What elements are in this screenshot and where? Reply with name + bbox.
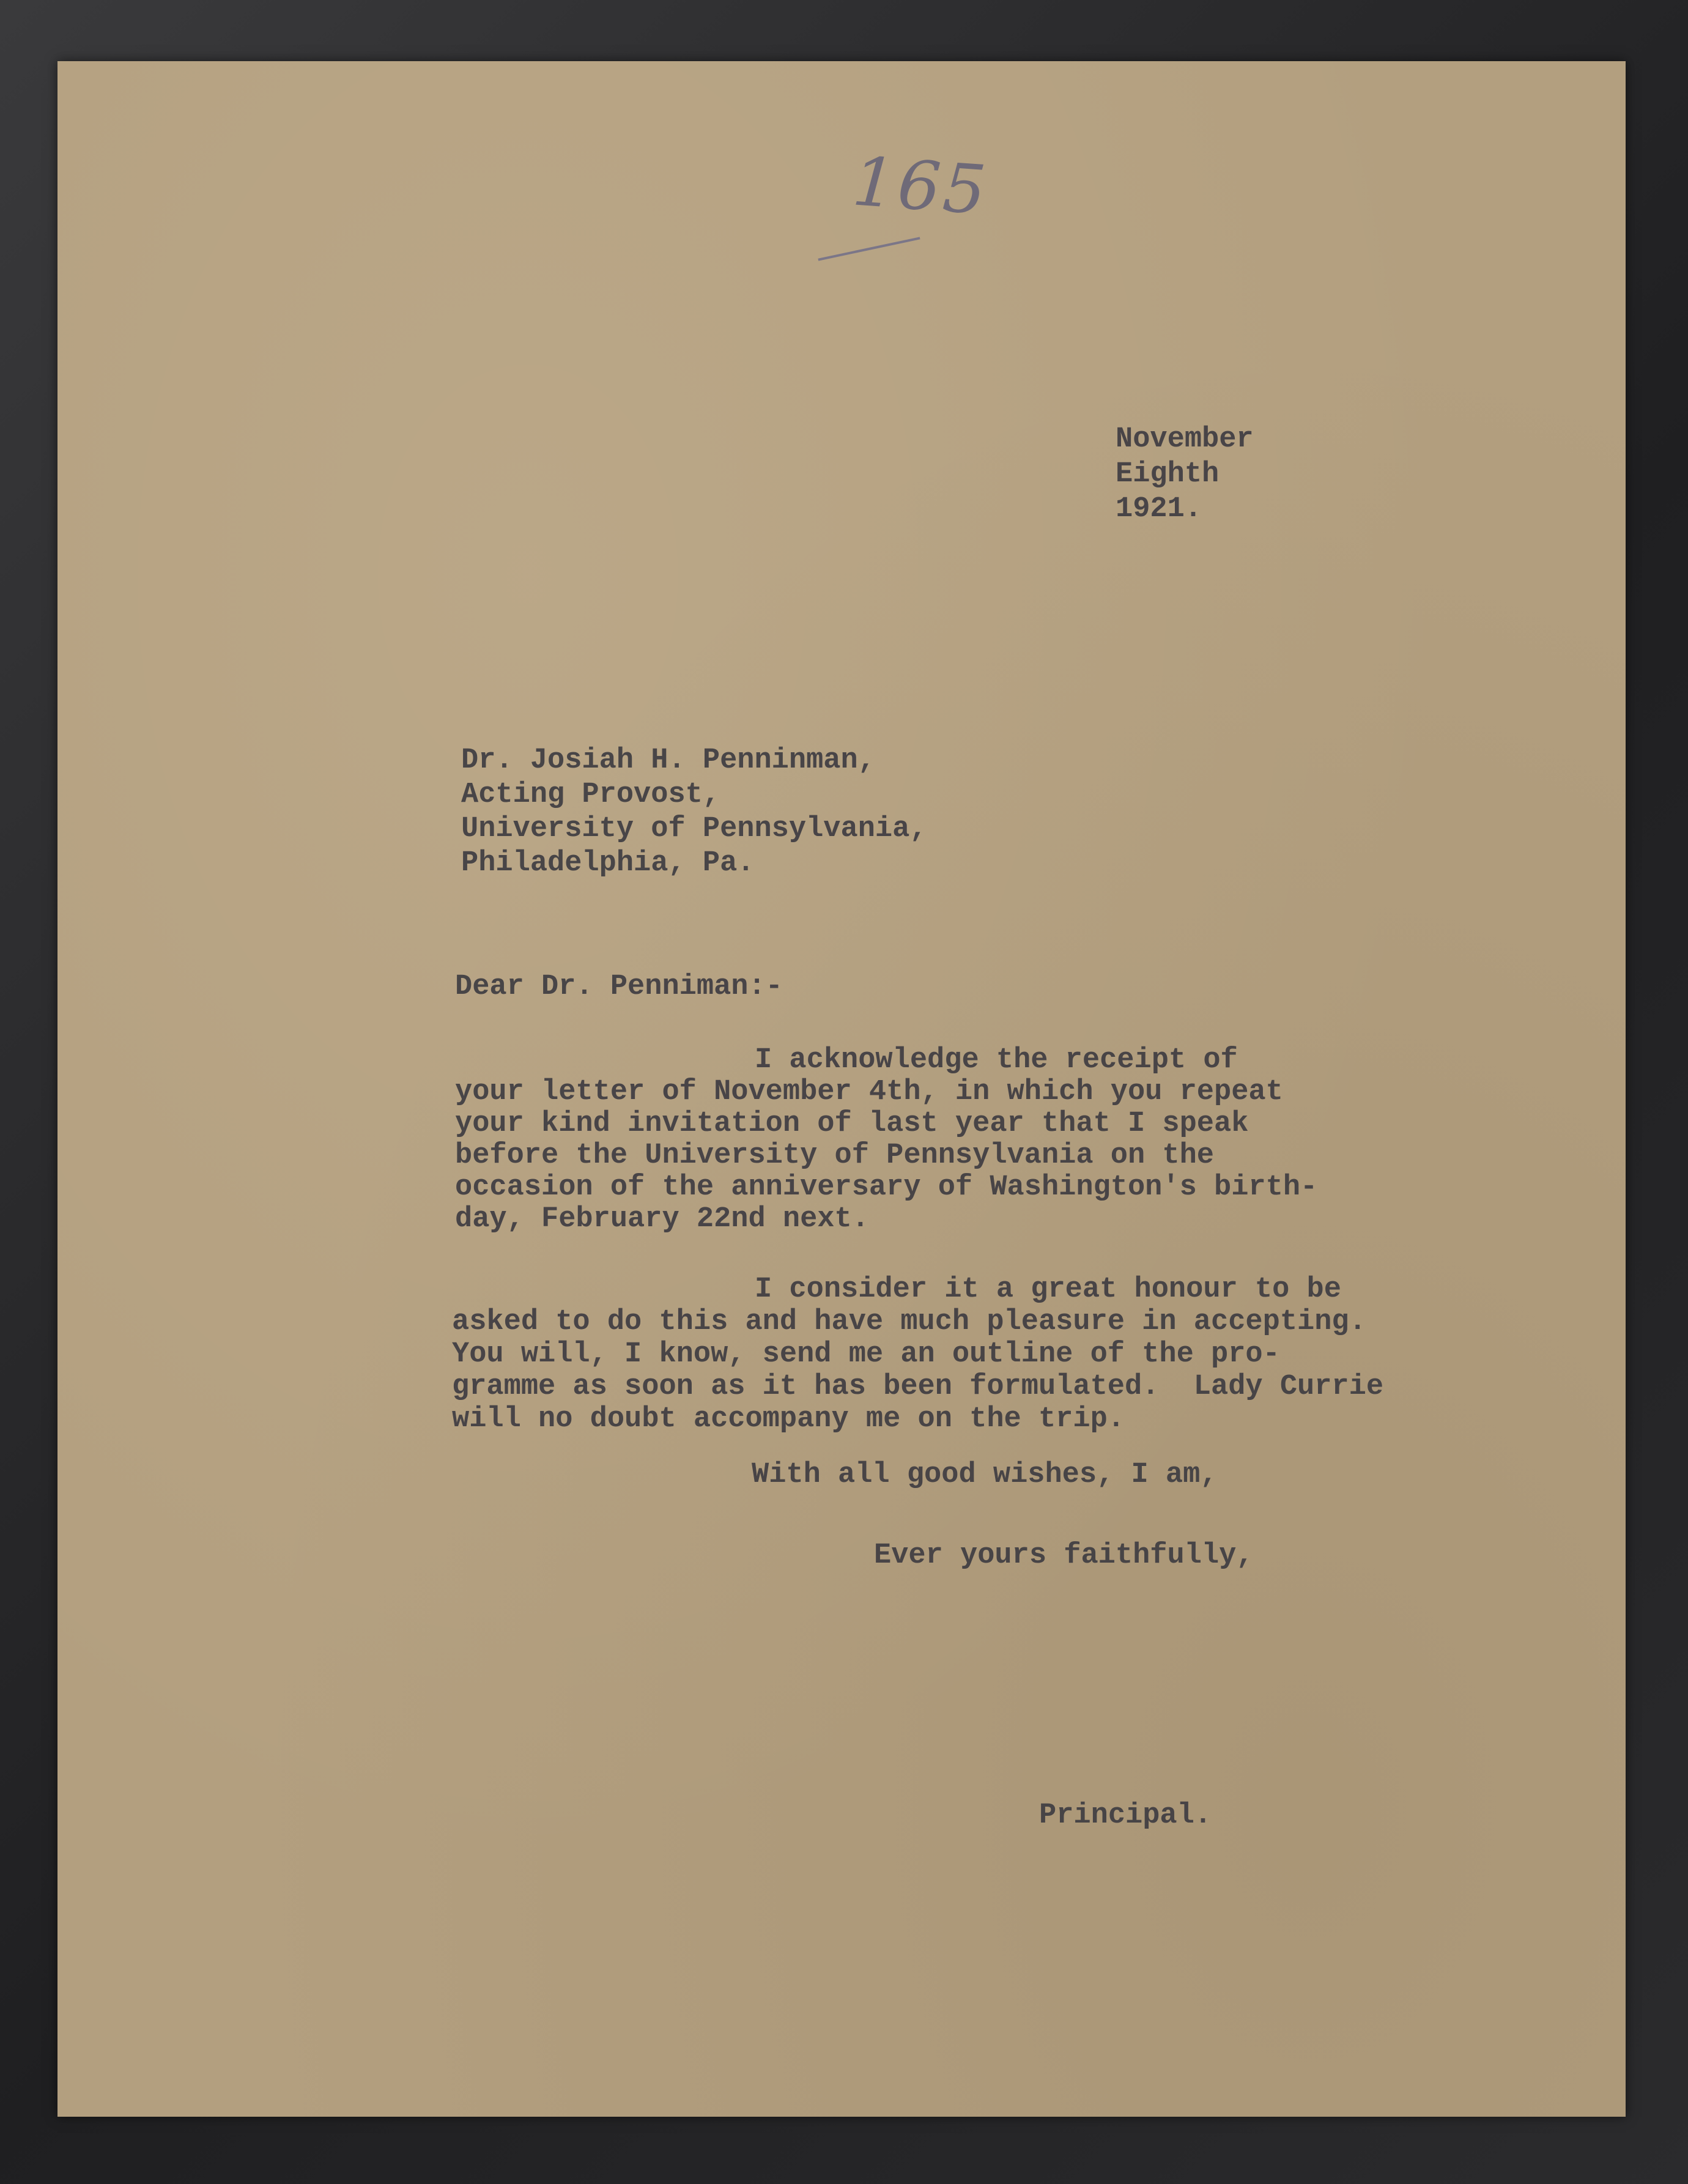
address-line: Philadelphia, Pa. [461, 847, 755, 879]
paragraph-line: day, February 22nd next. [455, 1203, 869, 1235]
paragraph-line: your kind invitation of last year that I speak [455, 1108, 1249, 1140]
address-line: Acting Provost, [461, 779, 720, 811]
date-day: Eighth [1116, 458, 1220, 490]
closing-line: With all good wishes, I am, [752, 1459, 1218, 1491]
handwritten-underline [818, 237, 920, 261]
date-month: November [1116, 423, 1254, 456]
paragraph-line: gramme as soon as it has been formulated. Lady Currie [452, 1371, 1384, 1403]
paragraph-line: will no doubt accompany me on the trip. [452, 1403, 1125, 1435]
signature-title: Principal. [1039, 1799, 1212, 1832]
paragraph-line: I consider it a great honour to be [755, 1273, 1341, 1306]
address-line: University of Pennsylvania, [461, 813, 927, 845]
complimentary-close: Ever yours faithfully, [874, 1539, 1254, 1572]
address-line: Dr. Josiah H. Penninman, [461, 744, 875, 777]
paragraph-line: You will, I know, send me an outline of the pro- [452, 1338, 1280, 1371]
paragraph-line: before the University of Pennsylvania on the [455, 1139, 1215, 1172]
date-year: 1921. [1116, 493, 1202, 525]
paragraph-line: your letter of November 4th, in which you repeat [455, 1076, 1283, 1108]
paragraph-line: occasion of the anniversary of Washington's birth- [455, 1171, 1318, 1204]
paragraph-line: asked to do this and have much pleasure in accepting. [452, 1306, 1366, 1338]
paragraph-line: I acknowledge the receipt of [755, 1044, 1238, 1076]
salutation: Dear Dr. Penniman:- [455, 971, 783, 1003]
handwritten-page-number: 165 [850, 142, 991, 230]
letter-page [57, 61, 1626, 2117]
